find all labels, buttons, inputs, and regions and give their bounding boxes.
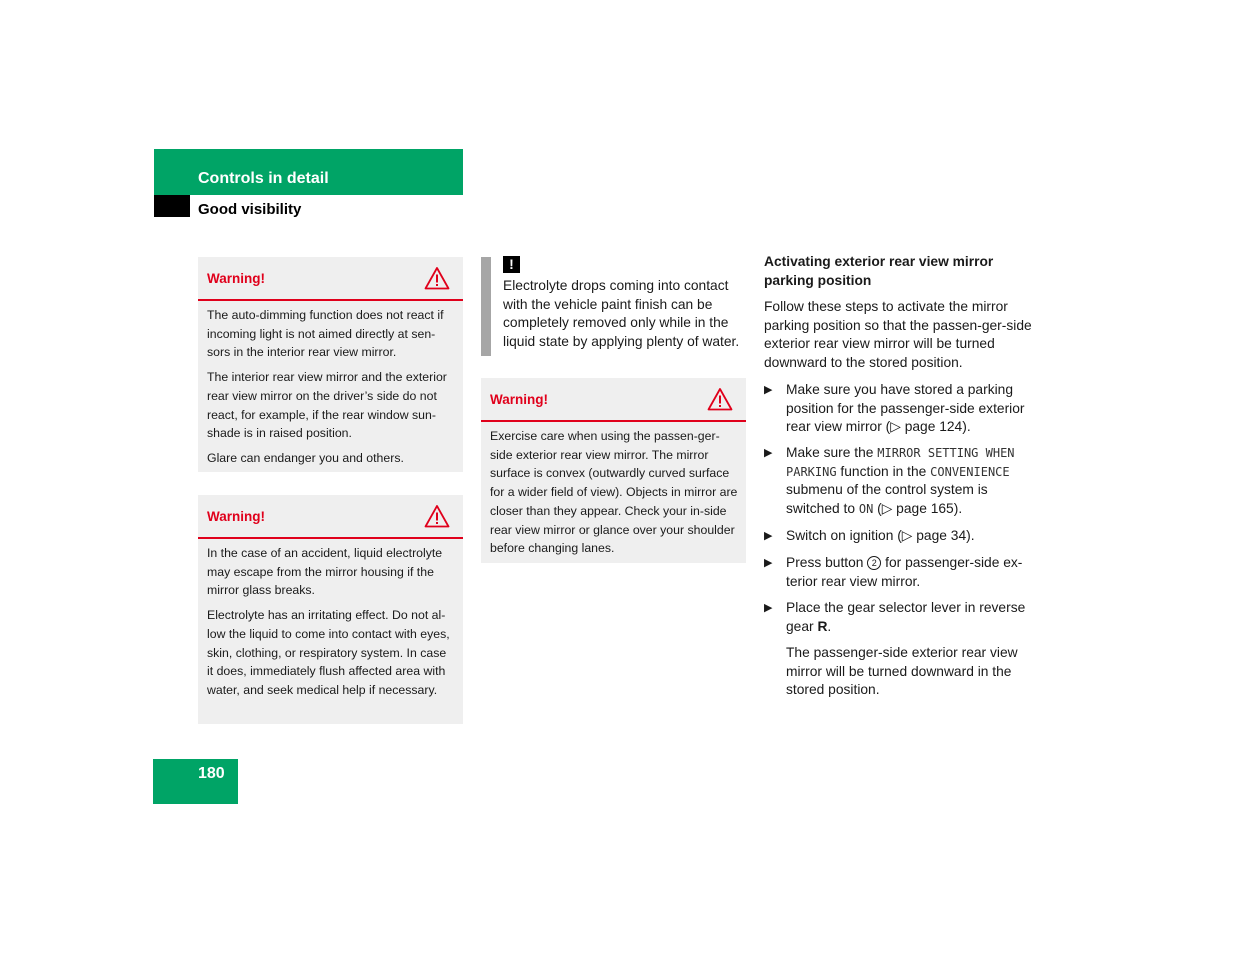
warning-paragraph: The interior rear view mirror and the exterior rear view mirror on the driver’s side do not react, for example, if the rear window sun-shade is in raised position. — [207, 370, 447, 441]
warning-paragraph: Electrolyte has an irritating effect. Do not al-low the liquid to come into contact with eyes, skin, clothing, or respiratory system. In case it does, immediately flush affected area with water, and seek medical help if necessary. — [207, 608, 450, 697]
bullet-triangle-icon: ▶ — [764, 557, 773, 569]
result-text: The passenger-side exterior rear view mirror will be turned downward in the stored position. — [786, 645, 1018, 698]
procedure-step — [764, 527, 1039, 546]
procedure-step — [764, 554, 1039, 591]
warning-title: Warning! — [207, 509, 265, 524]
warning-body — [198, 539, 463, 706]
step-text: Place the gear selector lever in reverse gear — [786, 600, 1026, 634]
note-exclamation-icon: ! — [503, 256, 520, 273]
procedure-step — [764, 381, 1039, 437]
bullet-triangle-icon: ▶ — [764, 530, 773, 542]
procedure-step — [764, 444, 1039, 519]
procedure-heading: Activating exterior rear view mirror parking position — [764, 254, 994, 288]
warning-paragraph: The auto-dimming function does not react if incoming light is not aimed directly at sen-sors in the interior rear view mirror. — [207, 308, 444, 360]
warning-triangle-icon — [424, 266, 450, 290]
step-text: Make sure you have stored a parking position for the passenger-side exterior rear view mirror (▷ page 124). — [786, 382, 1025, 435]
warning-paragraph: In the case of an accident, liquid electrolyte may escape from the mirror housing if the mirror glass breaks. — [207, 546, 443, 598]
menu-value-on: ON — [858, 502, 874, 517]
bullet-triangle-icon: ▶ — [764, 384, 773, 396]
step-text: Switch on ignition (▷ page 34). — [786, 528, 975, 543]
warning-box-autodimming — [198, 257, 463, 472]
step-text: . — [827, 618, 832, 634]
step-text: submenu of the control system is switched to — [786, 482, 988, 517]
warning-paragraph: Exercise care when using the passen-ger-side exterior rear view mirror. The mirror surface is convex (outwardly curved surface for a wider field of view). Objects in mirror are closer than they appear. Check your in-side rear view mirror or glance over your shoulder before changing lanes. — [490, 429, 738, 556]
warning-title: Warning! — [490, 392, 548, 407]
step-text: for passenger-side ex-terior rear view mirror. — [786, 555, 1023, 589]
warning-body — [198, 301, 463, 474]
warning-title: Warning! — [207, 271, 265, 286]
procedure-step — [764, 599, 1039, 636]
procedure-result — [764, 644, 1039, 700]
step-text: Press button — [786, 555, 868, 570]
warning-paragraph: Glare can endanger you and others. — [207, 450, 404, 465]
bullet-triangle-icon: ▶ — [764, 602, 773, 614]
warning-triangle-icon — [424, 504, 450, 528]
subsection-title: Good visibility — [198, 201, 302, 218]
subsection-marker — [154, 195, 190, 217]
step-text: (▷ page 165). — [873, 501, 963, 517]
page-number-box — [153, 759, 238, 804]
step-text: Make sure the — [786, 445, 878, 460]
menu-item-mirror-setting: MIRROR SETTING WHEN PARKING — [786, 446, 1015, 479]
note-text: Electrolyte drops coming into contact with the vehicle paint finish can be completely removed only while in the liquid state by applying plenty of water. — [503, 278, 740, 350]
menu-item-convenience: CONVENIENCE — [930, 464, 1010, 479]
warning-header — [481, 378, 746, 422]
bullet-triangle-icon: ▶ — [764, 447, 773, 459]
section-title: Controls in detail — [198, 170, 329, 187]
warning-triangle-icon — [707, 387, 733, 411]
warning-box-convex-mirror — [481, 378, 746, 563]
warning-header — [198, 257, 463, 301]
note-bar — [481, 257, 491, 356]
page-number: 180 — [198, 765, 225, 782]
warning-header — [198, 495, 463, 539]
gear-label: R — [817, 618, 828, 634]
step-text: function in the — [836, 463, 931, 479]
procedure-intro: Follow these steps to activate the mirror parking position so that the passen-ger-side exterior rear view mirror will be turned downward to the stored position. — [764, 299, 1032, 371]
button-number-circle: 2 — [867, 556, 881, 570]
warning-box-electrolyte — [198, 495, 463, 724]
warning-body — [481, 422, 746, 564]
